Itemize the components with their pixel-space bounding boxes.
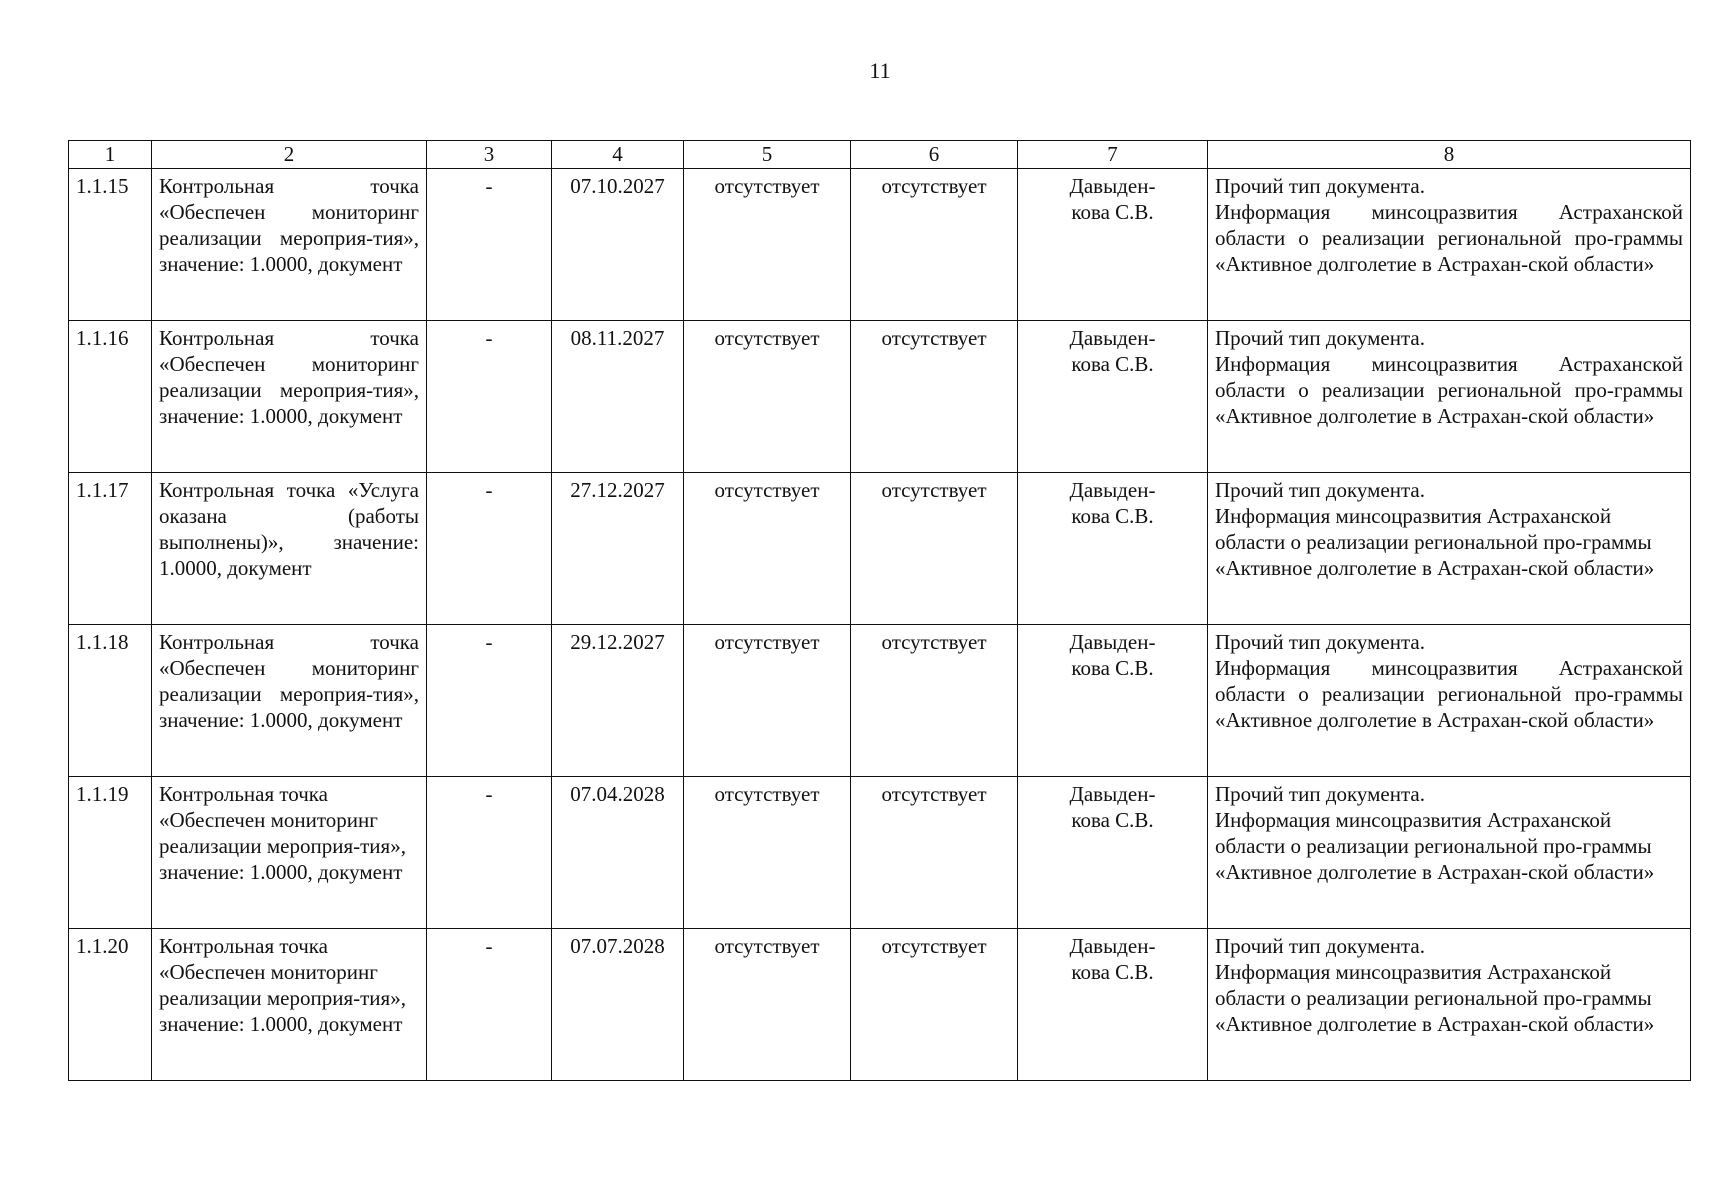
col-3-value: - — [427, 625, 552, 777]
header-col-6: 6 — [851, 141, 1018, 169]
responsible-person — [1018, 169, 1208, 321]
checkpoint-description: Контрольная точка «Обеспечен мониторинг реализации мероприя-тия», значение: 1.0000, документ — [152, 169, 427, 321]
col-5-status: отсутствует — [684, 169, 851, 321]
col-6-status: отсутствует — [851, 169, 1018, 321]
page-number: 11 — [869, 58, 891, 83]
document-type: Прочий тип документа. — [1215, 174, 1425, 198]
document-type: Прочий тип документа. — [1215, 326, 1425, 350]
document-type: Прочий тип документа. — [1215, 478, 1425, 502]
col-6-status: отсутствует — [851, 777, 1018, 929]
responsible-person — [1018, 321, 1208, 473]
responsible-line-2: кова С.В. — [1071, 200, 1154, 224]
table-row — [69, 473, 1691, 625]
checkpoint-description: Контрольная точка «Услуга оказана (работы выполнены)», значение: 1.0000, документ — [152, 473, 427, 625]
checkpoint-description: Контрольная точка «Обеспечен мониторинг реализации мероприя-тия», значение: 1.0000, документ — [152, 777, 427, 929]
due-date: 27.12.2027 — [552, 473, 684, 625]
col-3-value: - — [427, 777, 552, 929]
col-5-status: отсутствует — [684, 473, 851, 625]
responsible-line-1: Давыден- — [1069, 630, 1156, 654]
table-row — [69, 625, 1691, 777]
due-date: 07.07.2028 — [552, 929, 684, 1081]
schedule-table — [68, 140, 1691, 1081]
header-col-4: 4 — [552, 141, 684, 169]
col-5-status: отсутствует — [684, 625, 851, 777]
row-number: 1.1.19 — [69, 777, 152, 929]
document-description: Информация минсоцразвития Астраханской области о реализации региональной про-граммы «Активное долголетие в Астрахан-ской области» — [1215, 504, 1655, 580]
document-description: Информация минсоцразвития Астраханской области о реализации региональной про-граммы «Активное долголетие в Астрахан-ской области» — [1215, 960, 1655, 1036]
responsible-line-1: Давыден- — [1069, 934, 1156, 958]
table-header — [69, 141, 1691, 169]
responsible-line-1: Давыден- — [1069, 174, 1156, 198]
row-number: 1.1.16 — [69, 321, 152, 473]
responsible-line-1: Давыден- — [1069, 782, 1156, 806]
due-date: 29.12.2027 — [552, 625, 684, 777]
due-date: 07.10.2027 — [552, 169, 684, 321]
responsible-line-2: кова С.В. — [1071, 352, 1154, 376]
document-info — [1208, 473, 1691, 625]
col-3-value: - — [427, 473, 552, 625]
checkpoint-description: Контрольная точка «Обеспечен мониторинг реализации мероприя-тия», значение: 1.0000, документ — [152, 321, 427, 473]
col-5-status: отсутствует — [684, 321, 851, 473]
document-info — [1208, 929, 1691, 1081]
col-6-status: отсутствует — [851, 473, 1018, 625]
document-info — [1208, 625, 1691, 777]
header-col-5: 5 — [684, 141, 851, 169]
col-3-value: - — [427, 929, 552, 1081]
table-row — [69, 321, 1691, 473]
document-type: Прочий тип документа. — [1215, 630, 1425, 654]
col-5-status: отсутствует — [684, 777, 851, 929]
responsible-line-2: кова С.В. — [1071, 656, 1154, 680]
header-col-1: 1 — [69, 141, 152, 169]
responsible-person — [1018, 473, 1208, 625]
header-col-7: 7 — [1018, 141, 1208, 169]
header-row — [69, 141, 1691, 169]
header-col-3: 3 — [427, 141, 552, 169]
responsible-line-1: Давыден- — [1069, 478, 1156, 502]
col-6-status: отсутствует — [851, 929, 1018, 1081]
document-description: Информация минсоцразвития Астраханской области о реализации региональной про-граммы «Активное долголетие в Астрахан-ской области» — [1215, 200, 1683, 276]
table-row — [69, 777, 1691, 929]
responsible-person — [1018, 625, 1208, 777]
document-description: Информация минсоцразвития Астраханской области о реализации региональной про-граммы «Активное долголетие в Астрахан-ской области» — [1215, 808, 1655, 884]
responsible-line-1: Давыден- — [1069, 326, 1156, 350]
table-row — [69, 929, 1691, 1081]
checkpoint-description: Контрольная точка «Обеспечен мониторинг реализации мероприя-тия», значение: 1.0000, документ — [152, 929, 427, 1081]
responsible-line-2: кова С.В. — [1071, 960, 1154, 984]
header-col-2: 2 — [152, 141, 427, 169]
col-3-value: - — [427, 321, 552, 473]
document-info — [1208, 321, 1691, 473]
row-number: 1.1.20 — [69, 929, 152, 1081]
row-number: 1.1.18 — [69, 625, 152, 777]
responsible-line-2: кова С.В. — [1071, 808, 1154, 832]
col-3-value: - — [427, 169, 552, 321]
document-type: Прочий тип документа. — [1215, 934, 1425, 958]
row-number: 1.1.17 — [69, 473, 152, 625]
table-body — [69, 169, 1691, 1081]
col-6-status: отсутствует — [851, 321, 1018, 473]
header-col-8: 8 — [1208, 141, 1691, 169]
col-5-status: отсутствует — [684, 929, 851, 1081]
responsible-person — [1018, 777, 1208, 929]
table-row — [69, 169, 1691, 321]
responsible-person — [1018, 929, 1208, 1081]
due-date: 08.11.2027 — [552, 321, 684, 473]
due-date: 07.04.2028 — [552, 777, 684, 929]
row-number: 1.1.15 — [69, 169, 152, 321]
responsible-line-2: кова С.В. — [1071, 504, 1154, 528]
document-info — [1208, 777, 1691, 929]
col-6-status: отсутствует — [851, 625, 1018, 777]
checkpoint-description: Контрольная точка «Обеспечен мониторинг реализации мероприя-тия», значение: 1.0000, документ — [152, 625, 427, 777]
document-description: Информация минсоцразвития Астраханской области о реализации региональной про-граммы «Активное долголетие в Астрахан-ской области» — [1215, 352, 1683, 428]
document-description: Информация минсоцразвития Астраханской области о реализации региональной про-граммы «Активное долголетие в Астрахан-ской области» — [1215, 656, 1683, 732]
document-type: Прочий тип документа. — [1215, 782, 1425, 806]
document-info — [1208, 169, 1691, 321]
